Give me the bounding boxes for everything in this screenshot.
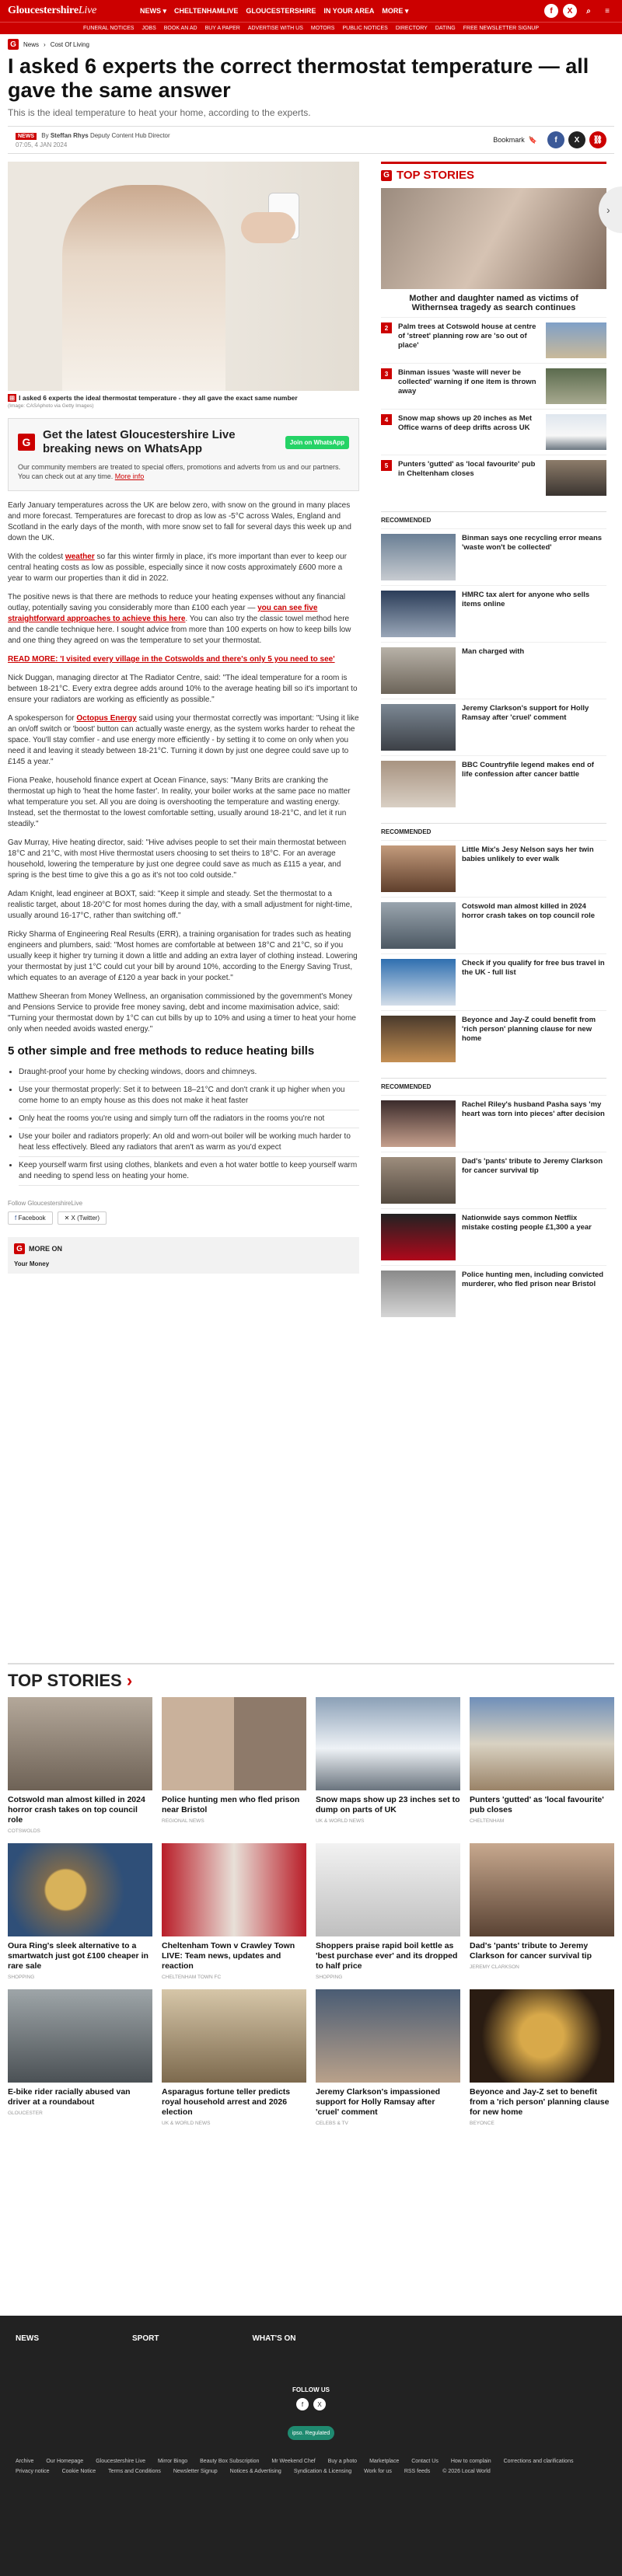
- footer-link[interactable]: How to complain: [450, 2459, 491, 2464]
- whatsapp-text: Our community members are treated to special offers, promotions and adverts from us and our partners. You can check out at any time.: [18, 463, 341, 480]
- read-more-link[interactable]: READ MORE: 'I visited every village in the Cotswolds and there's only 5 you need to see': [8, 655, 335, 664]
- paragraph: Matthew Sheeran from Money Wellness, an organisation commissioned by the government's Money and Pensions Service to provide free money saving, debt and income maximisation advice, said: "Turning your thermostat down by 1°C can cut bills by up to 10% and using a timer to heat your home only when needed avoids wasted energy.": [8, 992, 356, 1034]
- story-card[interactable]: Snow maps show up 23 inches set to dump on parts of UK UK & WORLD NEWS: [316, 1697, 460, 1834]
- octopus-energy-link[interactable]: Octopus Energy: [76, 714, 137, 723]
- tips-list: [8, 1064, 359, 1186]
- footer-link[interactable]: Mr Weekend Chef: [271, 2459, 316, 2464]
- paragraph: Adam Knight, lead engineer at BOXT, said: "Keep it simple and steady. Set the thermostat to a realistic target, about 18-20°C for most homes during the day, with a small adjustment for night-time, usually around 16-17°C, rather than switching off.": [8, 890, 352, 920]
- paragraph: Early January temperatures across the UK are below zero, with snow on the ground in many places and more forecast. Temperatures are forecast to drop as low as -5°C across Wales, England and Scotland in the early days of the month, with more snow set to fall for several days this week up and down the UK.: [8, 501, 351, 542]
- top-story-item[interactable]: 2 Palm trees at Cotswold house at centre of 'street' planning row are 'so out of place': [381, 317, 606, 363]
- more-info-link[interactable]: More info: [114, 472, 145, 480]
- recommended-item[interactable]: Jeremy Clarkson's support for Holly Ramsay after 'cruel' comment: [381, 699, 606, 755]
- recommended-item[interactable]: Cotswold man almost killed in 2024 horror crash takes on top council role: [381, 897, 606, 953]
- image-credit: (Image: CASAphoto via Getty Images): [8, 403, 94, 409]
- author-name[interactable]: Steffan Rhys: [50, 131, 89, 139]
- footer-link[interactable]: Notices & Advertising: [229, 2469, 281, 2474]
- subnav-item[interactable]: JOBS: [142, 26, 156, 31]
- recommended-title: RECOMMENDED: [381, 1078, 606, 1095]
- story-card[interactable]: E-bike rider racially abused van driver at a roundabout GLOUCESTER: [8, 1989, 152, 2126]
- subnav-item[interactable]: DATING: [435, 26, 456, 31]
- subnav-item[interactable]: FREE NEWSLETTER SIGNUP: [463, 26, 539, 31]
- recommended-item[interactable]: HMRC tax alert for anyone who sells items online: [381, 585, 606, 642]
- g-logo-icon: G: [381, 170, 392, 181]
- footer-link[interactable]: Gloucestershire Live: [96, 2459, 146, 2464]
- header-icons: [544, 4, 614, 18]
- bookmark-icon[interactable]: 🔖: [528, 135, 537, 144]
- subnav-item[interactable]: DIRECTORY: [395, 26, 428, 31]
- footer-link[interactable]: Mirror Bingo: [158, 2459, 188, 2464]
- story-card[interactable]: Dad's 'pants' tribute to Jeremy Clarkson for cancer survival tip JEREMY CLARKSON: [470, 1843, 614, 1980]
- top-stories: [381, 162, 606, 500]
- breadcrumb: [0, 34, 622, 54]
- follow-facebook-button[interactable]: f Facebook: [8, 1211, 53, 1225]
- site-logo[interactable]: GloucestershireLive: [8, 5, 97, 16]
- chevron-right-icon: ›: [121, 1671, 133, 1690]
- story-card[interactable]: Beyonce and Jay-Z set to benefit from a 'rich person' planning clause for new home BEYONCE: [470, 1989, 614, 2126]
- story-card[interactable]: Asparagus fortune teller predicts royal household arrest and 2026 election UK & WORLD NEWS: [162, 1989, 306, 2126]
- lead-story-image: [381, 188, 606, 289]
- footer-link[interactable]: Our Homepage: [46, 2459, 84, 2464]
- story-card[interactable]: Jeremy Clarkson's impassioned support for Holly Ramsay after 'cruel' comment CELEBS & TV: [316, 1989, 460, 2126]
- x-icon[interactable]: X: [313, 2398, 326, 2410]
- recommended-item[interactable]: Dad's 'pants' tribute to Jeremy Clarkson for cancer survival tip: [381, 1152, 606, 1208]
- footer: [0, 2316, 622, 2576]
- main-nav: [140, 7, 544, 16]
- copyright: © 2026 Local World: [442, 2469, 491, 2474]
- article-body: [8, 162, 359, 1322]
- paragraph: Ricky Sharma of Engineering Real Results (ERR), a training organisation for trades such as heating engineers and plumbers, said: "Most homes are comfortable at between 18°C and 21°C, so if you usually keep it higher try turning it down a little and adding an extra layer of clothing instead. Lowering your thermostat by just 1°C could cut your bill by around 10%, according to the Energy Saving Trust, which equates to an average of £120 a year back in your pocket.": [8, 930, 358, 982]
- paragraph: Nick Duggan, managing director at The Radiator Centre, said: "The ideal temperature for a room is between 18-21°C. Every extra degree adds around 10% to the average heating bill so it's important to ensure your radiators are working as efficiently as possible.": [8, 674, 358, 704]
- list-item: • Use your thermostat properly: Set it to between 18–21°C and don't crank it up higher when you come home to an empty house as this does not make it heat faster: [19, 1082, 359, 1110]
- subnav-item[interactable]: MOTORS: [310, 26, 335, 31]
- article-title: I asked 6 experts the correct thermostat temperature — all gave the same answer: [8, 54, 589, 102]
- footer-sport[interactable]: SPORT: [132, 2334, 159, 2343]
- nav-gloucestershire[interactable]: GLOUCESTERSHIRE: [246, 6, 316, 15]
- follow-us-label: FOLLOW US: [292, 2386, 330, 2393]
- list-item: • Only heat the rooms you're using and simply turn off the radiators in the rooms you're not: [19, 1110, 359, 1128]
- footer-link[interactable]: Terms and Conditions: [108, 2469, 161, 2474]
- footer-link[interactable]: Newsletter Signup: [173, 2469, 218, 2474]
- ipso-badge[interactable]: ipso. Regulated: [288, 2426, 334, 2440]
- footer-link[interactable]: Corrections and clarifications: [503, 2459, 574, 2464]
- footer-link[interactable]: Contact Us: [411, 2459, 439, 2464]
- sub-nav: [0, 22, 622, 34]
- stories-grid: [8, 1697, 614, 2126]
- story-card[interactable]: Oura Ring's sleek alternative to a smartwatch just got £100 cheaper in rare sale SHOPPING: [8, 1843, 152, 1980]
- follow-label: Follow GloucestershireLive: [8, 1200, 83, 1207]
- hero-image: [8, 162, 359, 391]
- paragraph: Gav Murray, Hive heating director, said: "Hive advises people to set their main thermostat between 18°C and 21°C, with most Hive thermostat users choosing to set theirs to 18°C. For an average household, lowering the temperature by just one degree could save as much as £115 a year, and spring is the best time to give this a go as it's not too cold outside.": [8, 838, 347, 880]
- gallery-icon: ⊞: [9, 394, 16, 402]
- recommended-item[interactable]: Little Mix's Jesy Nelson says her twin babies unlikely to ever walk: [381, 840, 606, 897]
- story-card[interactable]: Shoppers praise rapid boil kettle as 'best purchase ever' and its dropped to half price SHOPPING: [316, 1843, 460, 1980]
- story-card[interactable]: Police hunting men who fled prison near Bristol REGIONAL NEWS: [162, 1697, 306, 1834]
- content-wrap: [0, 162, 622, 1322]
- recommended-item[interactable]: Beyonce and Jay-Z could benefit from 'rich person' planning clause for new home: [381, 1010, 606, 1067]
- footer-link[interactable]: Privacy notice: [16, 2469, 50, 2474]
- five-approaches-link[interactable]: you can see five straightforward approaches to achieve this here: [8, 604, 318, 623]
- footer-link[interactable]: Syndication & Licensing: [293, 2469, 352, 2474]
- nav-news[interactable]: NEWS ▾: [140, 6, 167, 15]
- top-story-item[interactable]: 4 Snow map shows up 20 inches as Met Office warns of deep drifts across UK: [381, 409, 606, 455]
- footer-links: [0, 2440, 622, 2474]
- list-item: • Draught-proof your home by checking windows, doors and chimneys.: [19, 1064, 359, 1082]
- bottom-top-stories: [0, 1663, 622, 2126]
- weather-link[interactable]: weather: [65, 552, 95, 561]
- image-caption: ⊞ I asked 6 experts the ideal thermostat temperature - they all gave the exact same number: [9, 394, 298, 402]
- x-icon[interactable]: X: [563, 4, 577, 18]
- recommended-item[interactable]: Police hunting men, including convicted murderer, who fled prison near Bristol: [381, 1265, 606, 1322]
- section-heading: 5 other simple and free methods to reduce heating bills: [8, 1044, 315, 1058]
- join-whatsapp-button[interactable]: Join on WhatsApp: [285, 436, 349, 449]
- follow-buttons: [8, 1211, 359, 1225]
- top-story-lead[interactable]: Mother and daughter named as victims of Withernsea tragedy as search continues: [381, 188, 606, 317]
- footer-link[interactable]: Buy a photo: [327, 2459, 358, 2464]
- breadcrumb-cost-of-living[interactable]: Cost Of Living: [50, 40, 89, 48]
- story-thumbnail: [546, 460, 606, 496]
- paragraph: Fiona Peake, household finance expert at Ocean Finance, says: "Many Brits are cranking the thermostat up high to 'heat the home faster'. In reality, your boiler works at the same pace no matter what temperature you set. All you are doing is overshooting the temperature and wasting energy. Instead, set the thermostat to the lowest comfortable setting, usually around 18-21°C, and let it run steadily.": [8, 776, 351, 828]
- news-badge: NEWS: [16, 133, 37, 140]
- top-bar: [0, 0, 622, 22]
- paragraph: [8, 654, 359, 665]
- recommended-2: [381, 823, 606, 1067]
- chevron-right-icon[interactable]: ›: [599, 186, 622, 233]
- facebook-share-icon[interactable]: f: [547, 131, 564, 148]
- bottom-top-stories-title: TOP STORIES: [8, 1671, 122, 1690]
- byline: [8, 126, 614, 154]
- facebook-icon[interactable]: f: [296, 2398, 309, 2410]
- story-thumbnail: [546, 414, 606, 450]
- top-stories-title: TOP STORIES: [397, 169, 475, 182]
- link-share-icon[interactable]: ⛓: [589, 131, 606, 148]
- recommended-item[interactable]: Rachel Riley's husband Pasha says 'my heart was torn into pieces' after decision: [381, 1095, 606, 1152]
- search-icon[interactable]: ⌕: [586, 6, 591, 16]
- paragraph: A spokesperson for Octopus Energy said using your thermostat correctly was important: "Using it like an on/off switch or 'boost' button can actually waste energy, as the system works harder to reheat the space. You'll stay comfier - and use energy more efficiently - by setting it to come on only when you need it and leaving it steady between 18-21°C. Turning it down by just one degree could save up to £145 a year.": [8, 714, 359, 766]
- story-card[interactable]: Cheltenham Town v Crawley Town LIVE: Team news, updates and reaction CHELTENHAM TOWN FC: [162, 1843, 306, 1980]
- follow-x-button[interactable]: ✕ X (Twitter): [58, 1211, 107, 1225]
- facebook-icon[interactable]: f: [544, 4, 558, 18]
- nav-in-your-area[interactable]: IN YOUR AREA: [323, 6, 375, 15]
- paragraph: The positive news is that there are methods to reduce your heating expenses without any financial outlay, potentially saving you considerably more than £100 each year — you can see five straightforward approaches to achieve this here. You can also try the classic towel method here and the candle technique here. I sought advice from more than 100 experts on how to keep bills low and one thing they agreed on was the temperature to set your thermostat.: [8, 593, 351, 645]
- subnav-item[interactable]: FUNERAL NOTICES: [82, 26, 135, 31]
- sidebar: [381, 162, 606, 1322]
- footer-link[interactable]: Work for us: [364, 2469, 392, 2474]
- breadcrumb-chevron-icon: ›: [44, 40, 46, 48]
- footer-link[interactable]: Archive: [16, 2459, 34, 2464]
- byline-by: By: [41, 131, 49, 139]
- recommended-item[interactable]: Nationwide says common Netflix mistake costing people £1,300 a year: [381, 1208, 606, 1265]
- recommended-3: [381, 1078, 606, 1322]
- more-on-label: MORE ON: [29, 1245, 63, 1253]
- article-subtitle: This is the ideal temperature to heat your home, according to the experts.: [8, 107, 311, 118]
- footer-link[interactable]: RSS feeds: [404, 2469, 431, 2474]
- story-card[interactable]: Cotswold man almost killed in 2024 horror crash takes on top council role COTSWOLDS: [8, 1697, 152, 1834]
- article-text: [8, 500, 359, 1186]
- recommended-title: RECOMMENDED: [381, 511, 606, 528]
- subnav-item[interactable]: BUY A PAPER: [204, 26, 240, 31]
- recommended-item[interactable]: Check if you qualify for free bus travel in the UK - full list: [381, 953, 606, 1010]
- top-story-item[interactable]: 3 Binman issues 'waste will never be collected' warning if one item is thrown away: [381, 363, 606, 409]
- list-item: • Use your boiler and radiators properly: An old and worn-out boiler will be working much harder to heat less effectively. Bleed any radiators that aren't as warm as you'd expect: [19, 1128, 359, 1157]
- footer-link[interactable]: Marketplace: [369, 2459, 400, 2464]
- menu-icon[interactable]: ≡: [605, 6, 610, 16]
- footer-news[interactable]: NEWS: [16, 2334, 39, 2343]
- paragraph: With the coldest weather so far this winter firmly in place, it's more important than ever to keep our central heating costs as low as possible, especially since it now costs approximately £600 more a year to warm our properties than it did in 2022.: [8, 552, 347, 583]
- more-on-box: [8, 1237, 359, 1274]
- recommended-title: RECOMMENDED: [381, 823, 606, 840]
- nav-cheltenhamlive[interactable]: CHELTENHAMLIVE: [174, 6, 239, 15]
- whatsapp-promo: [8, 418, 359, 491]
- story-thumbnail: [546, 368, 606, 404]
- footer-social: [0, 2398, 622, 2410]
- footer-link[interactable]: Beauty Box Subscription: [200, 2459, 260, 2464]
- footer-whats-on[interactable]: WHAT'S ON: [252, 2334, 296, 2343]
- subnav-item[interactable]: PUBLIC NOTICES: [342, 26, 388, 31]
- breadcrumb-news[interactable]: News: [23, 40, 40, 48]
- g-logo-icon: G: [14, 1243, 25, 1254]
- subnav-item[interactable]: BOOK AN AD: [163, 26, 197, 31]
- nav-more[interactable]: MORE ▾: [382, 6, 409, 15]
- story-thumbnail: [546, 322, 606, 358]
- recommended-item[interactable]: Binman says one recycling error means 'waste won't be collected': [381, 528, 606, 585]
- story-card[interactable]: Punters 'gutted' as 'local favourite' pub closes CHELTENHAM: [470, 1697, 614, 1834]
- publish-date: 07:05, 4 JAN 2024: [16, 141, 68, 148]
- share-bar: [493, 131, 606, 148]
- x-share-icon[interactable]: X: [568, 131, 585, 148]
- bookmark-label[interactable]: Bookmark: [493, 136, 525, 144]
- divider: [8, 1663, 614, 1664]
- g-logo-icon: G: [18, 434, 35, 451]
- author-role: Deputy Content Hub Director: [89, 131, 170, 139]
- recommended-item[interactable]: Man charged with: [381, 642, 606, 699]
- footer-link[interactable]: Cookie Notice: [61, 2469, 96, 2474]
- subnav-item[interactable]: ADVERTISE WITH US: [247, 26, 303, 31]
- site-g-icon: G: [8, 39, 19, 50]
- more-on-topic[interactable]: Your Money: [14, 1260, 50, 1267]
- recommended-1: [381, 511, 606, 812]
- recommended-item[interactable]: BBC Countryfile legend makes end of life confession after cancer battle: [381, 755, 606, 812]
- whatsapp-title: Get the latest Gloucestershire Live breaking news on WhatsApp: [43, 428, 236, 455]
- top-story-item[interactable]: 5 Punters 'gutted' as 'local favourite' pub in Cheltenham closes: [381, 455, 606, 500]
- list-item: • Keep yourself warm first using clothes, blankets and even a hot water bottle to keep yourself warm and needing to spend less on heating your home.: [19, 1157, 359, 1186]
